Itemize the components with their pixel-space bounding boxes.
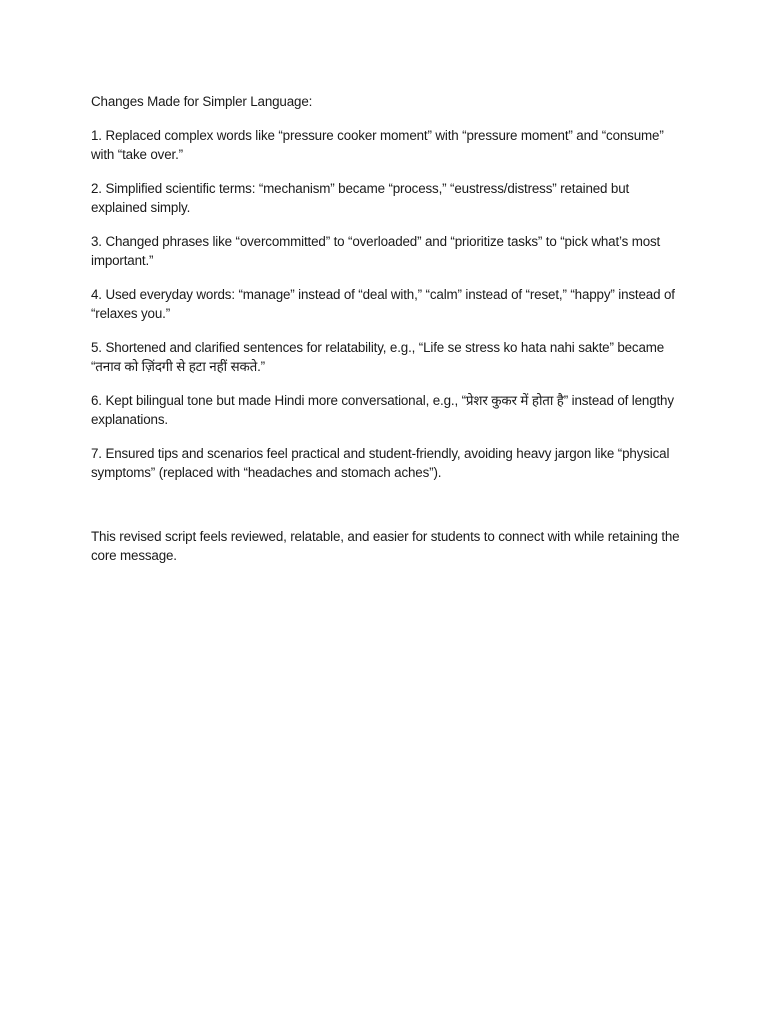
list-item-2: 2. Simplified scientific terms: “mechanism” became “process,” “eustress/distress” retained but explained simply. <box>91 180 630 215</box>
list-item-3: 3. Changed phrases like “overcommitted” to “overloaded” and “prioritize tasks” to “pick what’s most important.” <box>91 233 661 268</box>
list-item-7: 7. Ensured tips and scenarios feel practical and student-friendly, avoiding heavy jargon like “physical symptoms” (replaced with “headaches and stomach aches”). <box>91 445 670 480</box>
document-body <box>91 92 681 566</box>
list-item-6: 6. Kept bilingual tone but made Hindi more conversational, e.g., “प्रेशर कुकर में होता है” instead of lengthy explanations. <box>91 392 674 427</box>
list-item-5: 5. Shortened and clarified sentences for relatability, e.g., “Life se stress ko hata nahi sakte” became “तनाव को ज़िंदगी से हटा नहीं सकते.” <box>91 339 665 374</box>
closing-paragraph: This revised script feels reviewed, relatable, and easier for students to connect with while retaining the core message. <box>91 528 680 563</box>
list-item-4: 4. Used everyday words: “manage” instead of “deal with,” “calm” instead of “reset,” “happy” instead of “relaxes you.” <box>91 286 675 321</box>
list-item-1: 1. Replaced complex words like “pressure cooker moment” with “pressure moment” and “consume” with “take over.” <box>91 127 664 162</box>
document-heading: Changes Made for Simpler Language: <box>91 94 313 109</box>
